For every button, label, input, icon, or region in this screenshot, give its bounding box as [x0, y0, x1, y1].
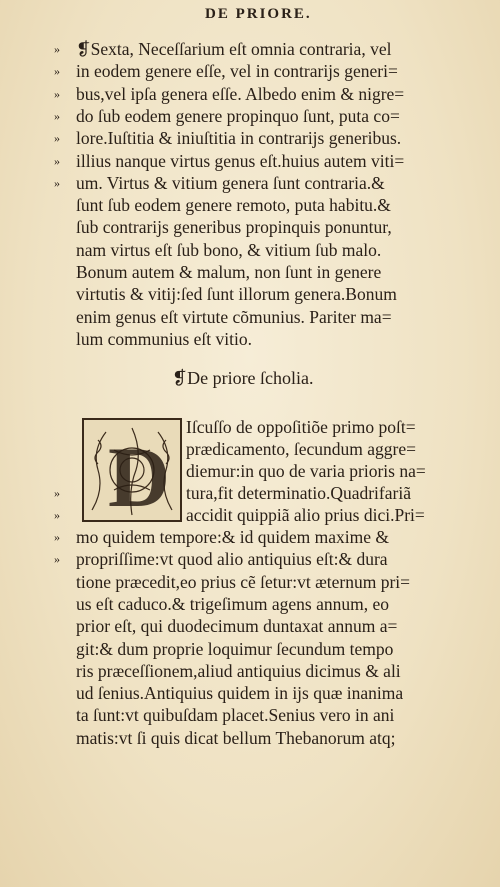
- margin-marker: »: [54, 153, 59, 168]
- margin-marker: »: [54, 64, 59, 79]
- margin-marker: »: [54, 86, 59, 101]
- text-line: lum communius eſt vitio.: [76, 328, 252, 349]
- margin-marker: »: [54, 552, 59, 567]
- text-line: lore.Iuſtitia & iniuſtitia in contrarijs generibus.: [76, 128, 402, 149]
- text-line: enim genus eſt virtute cõmunius. Pariter ma=: [76, 306, 392, 327]
- text-line: ſub contrarijs generibus propinquis ponuntur,: [76, 217, 392, 238]
- text-line: illius nanque virtus genus eſt.huius autem viti=: [76, 150, 405, 171]
- margin-marker: »: [54, 42, 59, 56]
- text-line: ſunt ſub eodem genere remoto, puta habitu.&: [76, 195, 391, 216]
- text-line: git:& dum proprie loquimur ſecundum tempo: [76, 638, 394, 659]
- margin-marker: »: [54, 131, 59, 146]
- decorated-initial-icon: [84, 420, 180, 520]
- text-line: prior eſt, qui duodecimum duntaxat annum a=: [76, 616, 398, 637]
- text-line: propriſſime:vt quod alio antiquius eſt:& dura: [76, 549, 388, 570]
- margin-marker: »: [54, 175, 59, 190]
- text-line: Iſcuſſo de oppoſitiõe primo poſt=: [186, 417, 416, 437]
- text-line: nam virtus eſt ſub bono, & vitium ſub malo.: [76, 239, 382, 260]
- text-line: prædicamento, ſecundum aggre=: [186, 439, 417, 459]
- text-line: um. Virtus & vitium genera ſunt contraria.&: [76, 172, 385, 193]
- text-line: ris præceſſionem,aliud antiquius dicimus & ali: [76, 660, 401, 681]
- text-line: ud ſenius.Antiquius quidem in ijs quæ inanima: [76, 683, 404, 704]
- text-line: tura,fit determinatio.Quadrifariã: [186, 483, 411, 503]
- margin-marker: »: [54, 108, 59, 123]
- margin-marker: »: [54, 530, 59, 544]
- text-line: accidit quippiã alio prius dici.Pri=: [186, 505, 425, 525]
- text-line: tione præcedit,eo prius cẽ ſetur:vt æternum pri=: [76, 571, 411, 592]
- text-line: diemur:in quo de varia prioris na=: [186, 461, 426, 481]
- running-head: DE PRIORE.: [205, 6, 312, 22]
- svg-text:D: D: [108, 429, 171, 520]
- text-line: us eſt caduco.& trigeſimum agens annum, eo: [76, 593, 389, 614]
- text-line: do ſub eodem genere propinquo ſunt, puta co=: [76, 105, 400, 126]
- text-line: Bonum autem & malum, non ſunt in genere: [76, 262, 382, 282]
- margin-marker: »: [54, 486, 59, 500]
- text-line: mo quidem tempore:& id quidem maxime &: [76, 527, 390, 547]
- margin-marker: »: [54, 508, 59, 522]
- text-line: virtutis & vitij:ſed ſunt illorum genera.Bonum: [76, 284, 397, 305]
- text-line: matis:vt ſi quis dicat bellum Thebanorum atq;: [76, 727, 396, 748]
- text-line: bus,vel ipſa genera eſſe. Albedo enim & nigre=: [76, 83, 405, 104]
- text-line: ta ſunt:vt quibuſdam placet.Senius vero in ani: [76, 705, 395, 726]
- section-heading: ❡De priore ſcholia.: [172, 368, 314, 388]
- text-line: in eodem genere eſſe, vel in contrarijs generi=: [76, 61, 398, 82]
- decorated-initial: [82, 418, 182, 522]
- text-line: ❡Sexta, Neceſſarium eſt omnia contraria, vel: [76, 39, 392, 59]
